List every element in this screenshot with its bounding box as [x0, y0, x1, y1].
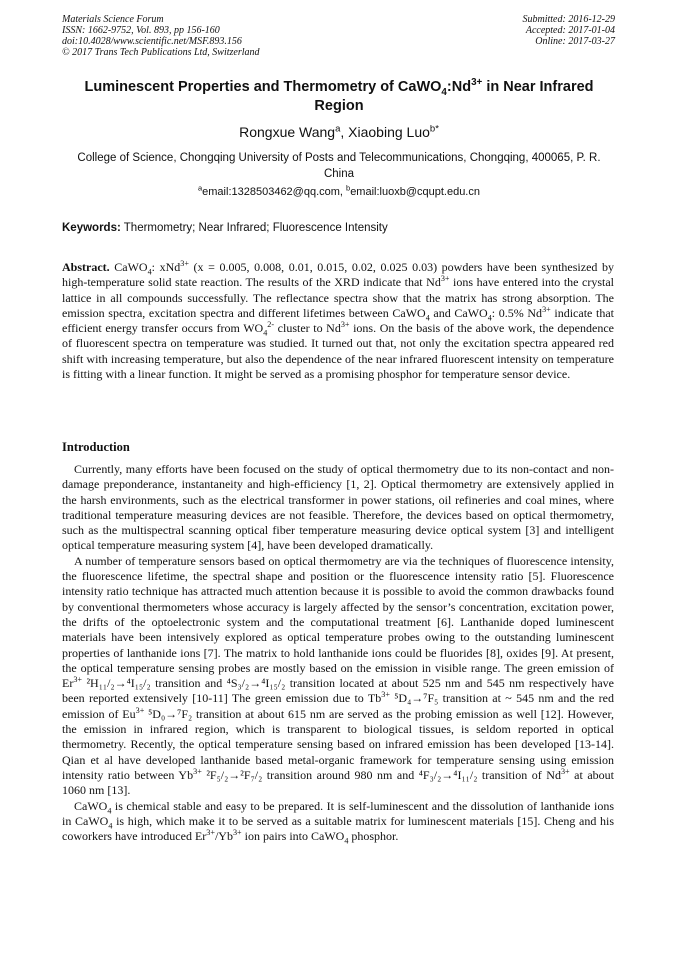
doi[interactable]: doi:10.4028/www.scientific.net/MSF.893.156 [62, 36, 242, 47]
authors: Rongxue Wang$^a$, Xiaobing Luo$^{b*}$ [239, 123, 439, 140]
emails: $^a$email:1328503462@qq.com, $^b$email:luoxb@cqupt.edu.cn [198, 183, 480, 198]
accepted-date: Accepted: 2017-01-04 [525, 25, 615, 36]
keywords [62, 221, 616, 236]
online-date: Online: 2017-03-27 [535, 36, 615, 47]
affiliation: College of Science, Chongqing University of Posts and Telecommunications, Chongqing, 400065, P. R. China [77, 152, 601, 180]
author-name: Rongxue Wang [239, 124, 336, 140]
header-left [62, 14, 260, 58]
introduction-body [62, 462, 614, 844]
keywords-label: Keywords: [62, 222, 121, 234]
author-name: Xiaobing Luo [348, 124, 430, 140]
submitted-date: Submitted: 2016-12-29 [522, 14, 615, 25]
keywords-text: Thermometry; Near Infrared; Fluorescence Intensity [120, 222, 388, 234]
issn: ISSN: 1662-9752, Vol. 893, pp 156-160 [62, 25, 220, 36]
email-link[interactable]: email:luoxb@cqupt.edu.cn [350, 186, 480, 198]
abstract: Abstract. CaWO$_4$: xNd$^{3+}$ (x = 0.005, 0.008, 0.01, 0.015, 0.02, 0.025 0.03) powders have been synthesized by high-temperature solid state reaction. The results of the XRD indicate that $Nd^{3+}$ ions have entered into the crystal lattice in all compounds successfully. The reflectance spectra show that the matrix has strong absorption. The emission spectra, excitation spectra and different lifetimes between CaWO$_4$ and CaWO$_4$: 0.5% $Nd^{3+}$ indicate that efficient energy transfer occurs from $WO_4^{2-}$ cluster to $Nd^{3+}$ ions. On the basis of the above work, the dependence of fluorescent spectra on temperature was studied. It turned out that, not only the excitation spectra appeared red shift with increasing temperature, but also the dependence of the near infrared fluorescent intensity on temperature is fitting with a linear function. It might be served as a promising phosphor for temperature sensor device. [62, 259, 615, 382]
email-link[interactable]: email:1328503462@qq.com, [202, 186, 347, 198]
abstract-label: Abstract. [62, 260, 110, 274]
paragraph: Currently, many efforts have been focused on the study of optical thermometry due to its non-contact and non-damage preponderance, instantaneity and high-efficiency [1, 2]. Optical thermometry are extensively applied in the harsh environments, such as the electrical transformer in power stations, oil refineries and coal mines, where traditional temperature measuring devices are not feasible. Therefore, the devices based on optical thermometry, such as the multispectral scanning optical fiber temperature measuring device optical system [3] and intelligent optical temperature measuring system [4], have been developed dramatically. [62, 462, 614, 553]
paper-title: Luminescent Properties and Thermometry of $CaWO_4:Nd^{3+}$ in Near Infrared Region [84, 77, 594, 114]
header-right [523, 14, 616, 47]
section-heading: Introduction [62, 440, 130, 454]
journal-name: Materials Science Forum [62, 14, 164, 25]
copyright: © 2017 Trans Tech Publications Ltd, Switzerland [62, 47, 260, 58]
paragraph: CaWO$_4$ is chemical stable and easy to be prepared. It is self-luminescent and the dissolution of lanthanide ions in CaWO$_4$ is high, which make it to be served as a suitable matrix for luminescent materials [15]. Cheng and his coworkers have introduced $Er^{3+}/Yb^{3+}$ ion pairs into CaWO$_4$ phosphor. [62, 798, 614, 846]
paragraph: A number of temperature sensors based on optical thermometry are via the techniques of fluorescence intensity, the fluorescence lifetime, the spectral shape and position or the fluorescence intensity ratio [5]. Fluorescence intensity ratio technique has attracted much attention because it is possible to avoid the common drawbacks found by conventional thermometers whose accuracy is largely affected by the sensor’s concentration, excitation power, the drifts of the optoelectronic system and the computational treatment [6]. Lanthanide doped luminescent materials have been intensively explored as optical temperature probes owing to the outstanding luminescent properties of lanthanide ions [7]. The matrix to hold lanthanide ions could be fluorides [8], oxides [9]. At present, the optical temperature sensing probes are mostly based on the emission in visible range. The green emission of $Er^{3+}$ ²H₁₁/₂→⁴I₁₅/₂ transition and ⁴S₃/₂→⁴I₁₅/₂ transition located at about 525 nm and 545 nm respectively have been reported extensively [10-11] The green emission due to $Tb^{3+}$ ⁵D₄→⁷F₅ transition at ~ 545 nm and the red emission of $Eu^{3+}$ ⁵D₀→⁷F₂ transition at about 615 nm are served as the probing emission as well [12]. However, the emission in infrared region, which is transparent to biological tissues, is seldom reported in optical thermometry. Recently, the optical temperature sensing based on infrared emission has been developed [13-14]. Qian et al have developed lanthanide based metal-organic framework for temperature sensing using emission intensity ratio between $Yb^{3+}$ ²F₅/₂→²F₇/₂ transition around 980 nm and ⁴F₃/₂→⁴I₁₁/₂ transition of $Nd^{3+}$ at about 1060 nm [13]. [62, 553, 615, 798]
